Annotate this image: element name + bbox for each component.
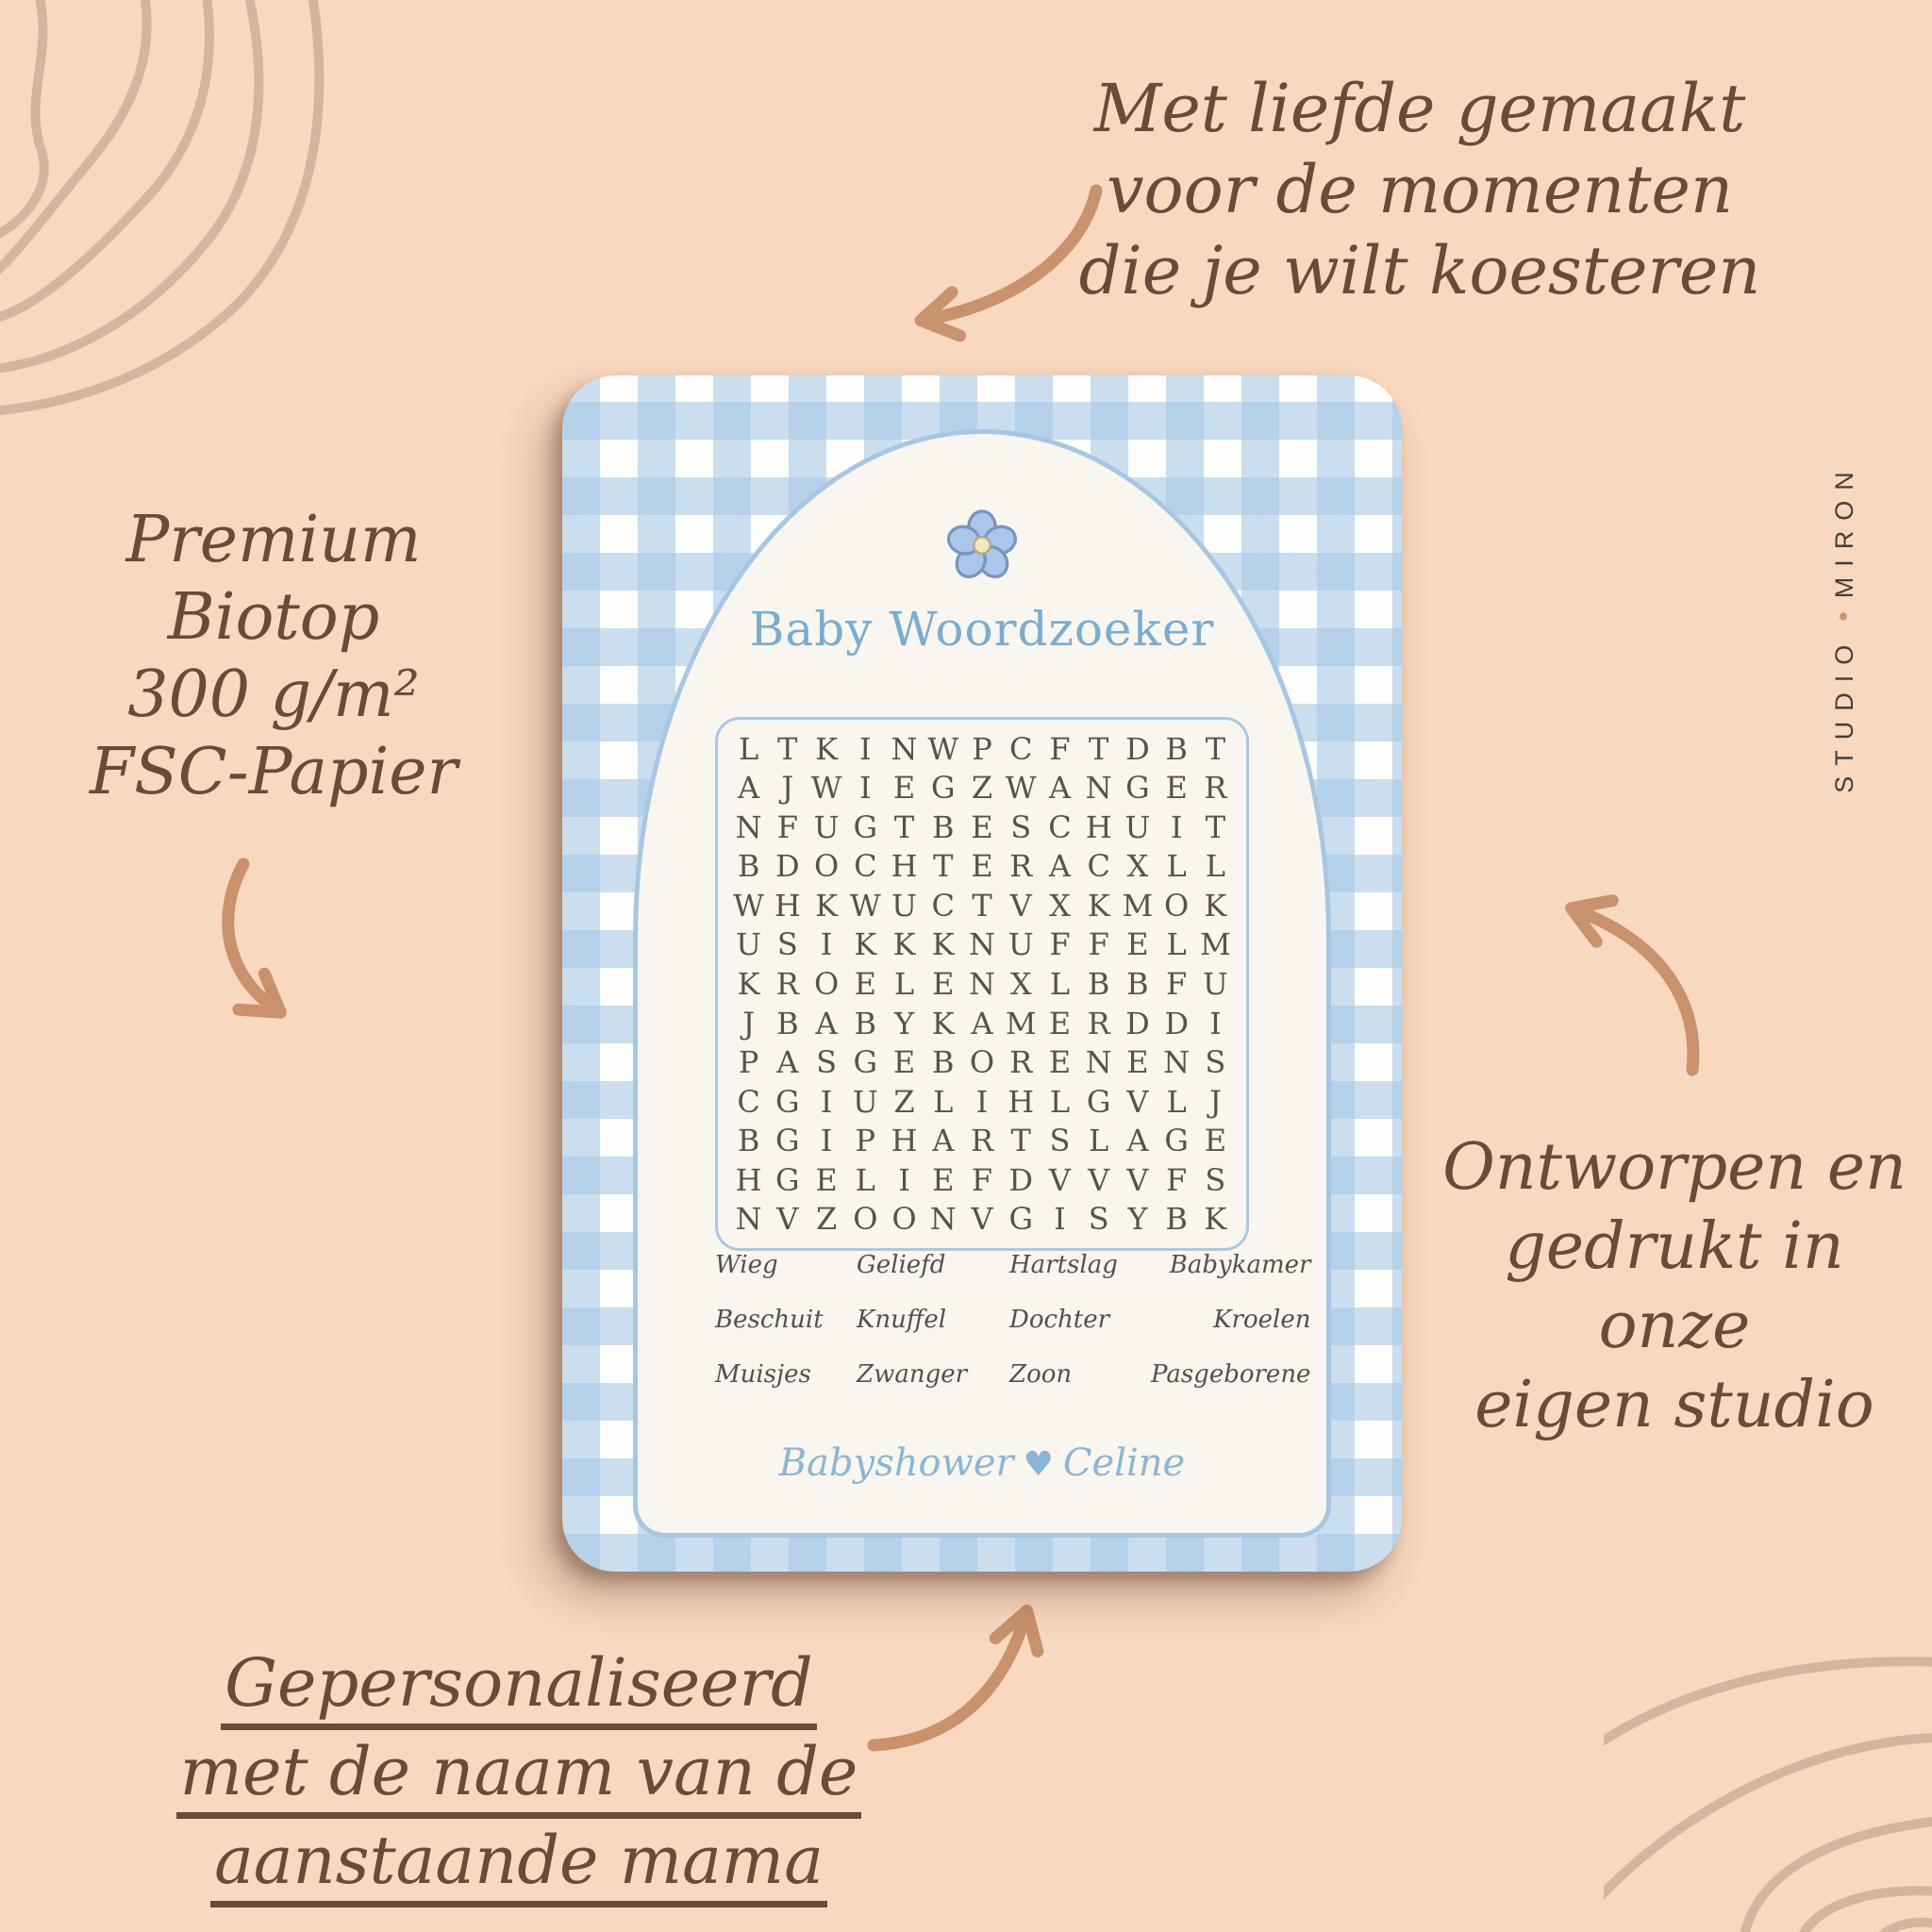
grid-letter: N <box>1163 1044 1191 1081</box>
grid-letter: N <box>968 965 995 1002</box>
grid-letter: C <box>1048 808 1072 845</box>
grid-letter: V <box>1048 1161 1071 1198</box>
contour-lines-top-left <box>0 0 406 443</box>
grid-letter: E <box>932 965 955 1002</box>
grid-letter: J <box>1208 1083 1222 1120</box>
grid-letter: O <box>891 1201 917 1238</box>
annotation-line: voor de momenten <box>1106 151 1734 228</box>
grid-letter: U <box>891 887 918 924</box>
grid-letter: F <box>1049 730 1071 767</box>
grid-letter: K <box>931 926 955 963</box>
watermark-dot-icon: • <box>1828 611 1859 622</box>
grid-letter: G <box>775 1123 800 1159</box>
grid-letter: N <box>968 926 995 963</box>
arrow-from-right-note <box>1579 911 1693 1070</box>
grid-letter: V <box>1126 1083 1149 1120</box>
word-list <box>715 1238 1311 1402</box>
grid-letter: H <box>1085 808 1112 845</box>
word-list-item: Kroelen <box>1213 1306 1311 1334</box>
grid-letter: K <box>1204 1201 1227 1238</box>
grid-letter: M <box>1122 887 1154 924</box>
grid-letter: F <box>1049 926 1071 963</box>
grid-letter: W <box>927 730 959 767</box>
annotation-right <box>1439 1128 1910 1445</box>
footer-name: Celine <box>1062 1441 1186 1485</box>
grid-letter: K <box>1204 887 1227 924</box>
grid-letter: D <box>1125 1005 1150 1041</box>
grid-letter: I <box>820 926 833 963</box>
grid-letter: O <box>969 1044 995 1081</box>
grid-letter: N <box>1085 770 1112 807</box>
grid-letter: Z <box>971 770 993 807</box>
heart-icon: ♥ <box>1023 1445 1054 1484</box>
grid-letter: E <box>1204 1123 1227 1159</box>
grid-letter: L <box>1205 848 1225 885</box>
grid-letter: G <box>1125 770 1150 807</box>
grid-letter: N <box>891 730 918 767</box>
grid-letter: B <box>854 1005 877 1041</box>
grid-letter: L <box>933 1083 954 1120</box>
grid-letter: G <box>853 808 878 845</box>
grid-letter: P <box>972 730 992 767</box>
grid-letter: A <box>815 1005 838 1041</box>
annotation-left <box>38 502 509 811</box>
annotation-bottom <box>142 1641 896 1907</box>
grid-letter: S <box>1205 1044 1226 1081</box>
arrow-from-left-note <box>228 864 274 1008</box>
grid-letter: I <box>858 770 872 807</box>
grid-letter: H <box>1008 1083 1035 1120</box>
grid-letter: E <box>1048 1044 1072 1081</box>
grid-letter: J <box>742 1005 756 1041</box>
grid-letter: E <box>971 808 993 845</box>
word-list-item: Geliefd <box>857 1251 946 1279</box>
grid-letter: D <box>1125 730 1150 767</box>
annotation-line: Biotop <box>167 580 380 655</box>
studio-watermark <box>1825 429 1863 825</box>
grid-letter: A <box>971 1005 993 1041</box>
grid-letter: L <box>1049 965 1071 1002</box>
grid-letter: G <box>1008 1201 1033 1238</box>
watermark-miron: MIRON <box>1829 461 1858 599</box>
grid-letter: C <box>737 1083 760 1120</box>
grid-letter: A <box>1048 770 1071 807</box>
grid-letter: S <box>1010 808 1032 845</box>
grid-letter: S <box>816 1044 838 1081</box>
grid-letter: B <box>1165 730 1188 767</box>
grid-letter: O <box>813 848 840 885</box>
grid-letter: G <box>1164 1123 1189 1159</box>
grid-letter: R <box>775 965 799 1002</box>
grid-letter: K <box>815 730 839 767</box>
word-list-item: Zoon <box>1009 1360 1073 1389</box>
grid-letter: T <box>1010 1123 1031 1159</box>
grid-letter: C <box>854 848 877 885</box>
word-list-item: Dochter <box>1009 1306 1110 1334</box>
grid-letter: I <box>1209 1005 1222 1041</box>
grid-letter: N <box>1085 1044 1112 1081</box>
footer-event: Babyshower <box>778 1441 1014 1485</box>
grid-letter: K <box>931 1005 955 1041</box>
grid-letter: V <box>1088 1161 1110 1198</box>
grid-letter: P <box>855 1123 876 1159</box>
grid-letter: I <box>858 730 872 767</box>
word-list-item: Knuffel <box>857 1306 947 1334</box>
grid-letter: T <box>1205 730 1226 767</box>
grid-letter: E <box>971 848 993 885</box>
grid-letter: N <box>735 808 762 845</box>
grid-letter: B <box>737 1123 760 1159</box>
grid-letter: H <box>774 887 801 924</box>
grid-letter: U <box>1124 808 1151 845</box>
grid-letter: W <box>733 887 765 924</box>
grid-letter: T <box>1205 808 1226 845</box>
grid-letter: L <box>738 730 759 767</box>
annotation-line: aanstaande mama <box>210 1827 827 1907</box>
grid-letter: W <box>810 770 842 807</box>
grid-letter: G <box>930 770 956 807</box>
grid-letter: E <box>1048 1005 1072 1041</box>
word-list-item: Hartslag <box>1009 1251 1118 1279</box>
grid-letter: E <box>932 1161 955 1198</box>
grid-letter: I <box>820 1123 833 1159</box>
grid-letter: C <box>1008 730 1033 767</box>
grid-letter: I <box>1054 1201 1066 1238</box>
grid-letter: G <box>775 1161 800 1198</box>
grid-letter: B <box>1087 965 1110 1002</box>
grid-letter: I <box>898 1161 910 1198</box>
grid-letter: U <box>852 1083 878 1120</box>
grid-letter: T <box>972 887 992 924</box>
grid-letter: Y <box>893 1005 915 1041</box>
grid-letter: F <box>1088 926 1109 963</box>
grid-letter: V <box>1009 887 1032 924</box>
annotation-line: Premium <box>125 503 422 577</box>
grid-letter: A <box>1126 1123 1149 1159</box>
grid-letter: K <box>854 926 877 963</box>
grid-letter: F <box>1166 965 1188 1002</box>
grid-letter: X <box>1009 965 1032 1002</box>
grid-letter: L <box>1089 1123 1109 1159</box>
grid-letter: U <box>736 926 762 963</box>
grid-letter: T <box>893 808 915 845</box>
card-title: Baby Woordzoeker <box>749 602 1215 657</box>
grid-letter: C <box>1087 848 1110 885</box>
grid-letter: X <box>1049 887 1071 924</box>
annotation-line: Met liefde gemaakt <box>1093 70 1746 147</box>
grid-letter: Z <box>893 1083 915 1120</box>
annotation-line: 300 g/m² <box>127 658 420 732</box>
grid-letter: R <box>1204 770 1227 807</box>
word-search-grid <box>715 717 1249 1251</box>
grid-letter: E <box>1126 926 1149 963</box>
grid-letter: G <box>1086 1083 1111 1120</box>
grid-letter: E <box>815 1161 838 1198</box>
grid-letter: W <box>849 887 881 924</box>
grid-letter: H <box>891 848 918 885</box>
grid-letter: E <box>892 1044 916 1081</box>
grid-letter: E <box>854 965 876 1002</box>
grid-letter: I <box>820 1083 833 1120</box>
annotation-top-right <box>1038 68 1802 311</box>
grid-letter: R <box>1009 848 1033 885</box>
grid-letter: U <box>1008 926 1034 963</box>
grid-letter: E <box>892 770 916 807</box>
grid-letter: O <box>813 965 840 1002</box>
grid-letter: T <box>1089 730 1109 767</box>
word-list-item: Pasgeborene <box>1151 1360 1311 1389</box>
grid-letter: P <box>738 1044 759 1081</box>
grid-letter: B <box>1126 965 1149 1002</box>
grid-letter: A <box>776 1044 799 1081</box>
grid-letter: S <box>1205 1161 1226 1198</box>
grid-letter: Z <box>815 1201 838 1238</box>
grid-letter: L <box>1166 926 1187 963</box>
grid-letter: T <box>933 848 954 885</box>
contour-lines-bottom-right <box>1604 1651 1932 1932</box>
grid-letter: Y <box>1127 1201 1148 1238</box>
grid-letter: L <box>1166 1083 1187 1120</box>
grid-letter: B <box>1165 1201 1188 1238</box>
grid-letter: B <box>932 1044 955 1081</box>
annotation-line: FSC-Papier <box>89 735 458 809</box>
grid-letter: K <box>737 965 760 1002</box>
grid-letter: B <box>776 1005 799 1041</box>
grid-letter: N <box>735 1201 762 1238</box>
grid-letter: L <box>1049 1083 1071 1120</box>
product-card <box>562 375 1402 1572</box>
word-list-item: Wieg <box>715 1251 778 1279</box>
word-list-item: Beschuit <box>715 1306 824 1334</box>
grid-letter: I <box>1170 808 1183 845</box>
grid-letter: J <box>781 770 794 807</box>
grid-letter: G <box>775 1083 800 1120</box>
grid-letter: L <box>1166 848 1187 885</box>
grid-letter: O <box>1164 887 1190 924</box>
grid-letter: E <box>1165 770 1188 807</box>
grid-letter: V <box>776 1201 799 1238</box>
grid-letter: F <box>971 1161 993 1198</box>
annotation-line: met de naam van de <box>176 1739 862 1819</box>
word-list-item: Zwanger <box>857 1360 968 1389</box>
grid-letter: R <box>1009 1044 1033 1081</box>
grid-letter: L <box>855 1161 875 1198</box>
grid-letter: E <box>1126 1044 1149 1081</box>
grid-letter: V <box>971 1201 993 1238</box>
grid-letter: N <box>929 1201 957 1238</box>
grid-letter: D <box>1008 1161 1034 1198</box>
grid-letter: S <box>1049 1123 1071 1159</box>
arrow-from-bottom-note <box>874 1619 1024 1745</box>
grid-letter: T <box>777 730 798 767</box>
grid-letter: K <box>1087 887 1110 924</box>
flower-icon <box>945 509 1019 583</box>
grid-letter: O <box>853 1201 878 1238</box>
grid-letter: D <box>1164 1005 1189 1041</box>
grid-letter: A <box>1048 848 1071 885</box>
card-footer <box>638 1441 1326 1485</box>
grid-letter: F <box>776 808 798 845</box>
grid-letter: V <box>1126 1161 1149 1198</box>
grid-letter: B <box>737 848 760 885</box>
grid-letter: L <box>893 965 915 1002</box>
word-list-item: Muisjes <box>715 1360 811 1389</box>
grid-letter: X <box>1126 848 1149 885</box>
annotation-line: die je wilt koesteren <box>1078 232 1761 309</box>
annotation-line: eigen studio <box>1474 1368 1874 1442</box>
grid-letter: M <box>1005 1005 1037 1041</box>
grid-letter: G <box>853 1044 878 1081</box>
grid-letter: R <box>1087 1005 1110 1041</box>
grid-letter: C <box>931 887 955 924</box>
grid-letter: M <box>1200 926 1231 963</box>
grid-letter: B <box>932 808 955 845</box>
grid-letter: H <box>891 1123 918 1159</box>
grid-letter: I <box>975 1083 989 1120</box>
grid-letter: W <box>1005 770 1037 807</box>
arch-panel <box>633 429 1331 1538</box>
grid-letter: F <box>1166 1161 1188 1198</box>
grid-letter: U <box>813 808 840 845</box>
grid-letter: A <box>932 1123 955 1159</box>
grid-letter: S <box>776 926 798 963</box>
annotation-line: gedrukt in onze <box>1505 1209 1844 1363</box>
watermark-studio: STUDIO <box>1829 634 1858 793</box>
grid-letter: S <box>1088 1201 1109 1238</box>
annotation-line: Ontworpen en <box>1442 1130 1907 1205</box>
grid-letter: A <box>738 770 760 807</box>
grid-letter: K <box>815 887 839 924</box>
grid-letter: K <box>892 926 916 963</box>
grid-letter: H <box>735 1161 762 1198</box>
word-list-item: Babykamer <box>1169 1251 1311 1279</box>
grid-letter: D <box>775 848 800 885</box>
grid-letter: R <box>970 1123 994 1159</box>
annotation-line: Gepersonaliseerd <box>221 1650 817 1730</box>
grid-letter: U <box>1202 965 1228 1002</box>
